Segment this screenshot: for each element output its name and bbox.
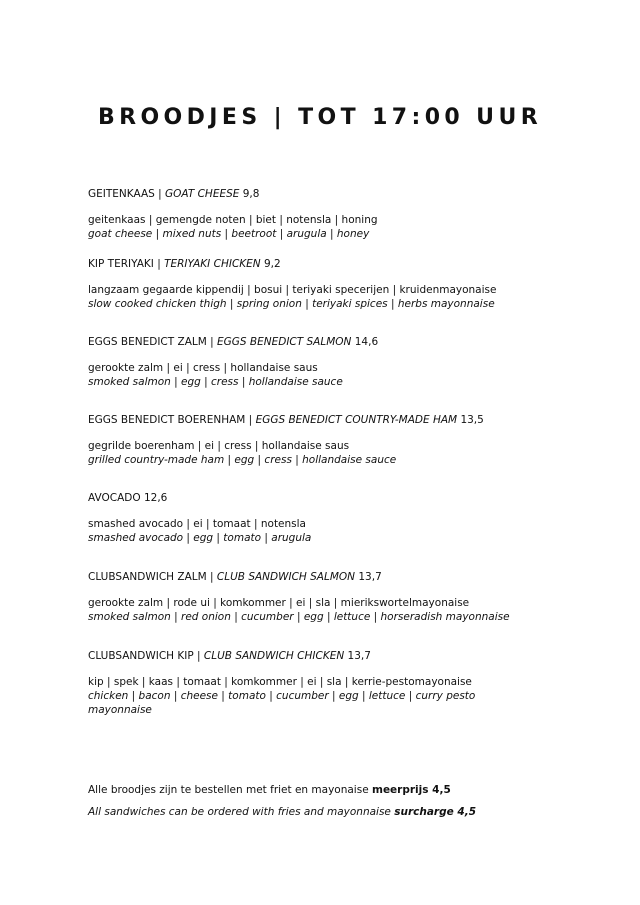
menu-item-description-en: smoked salmon | red onion | cucumber | egg | lettuce | horseradish mayonnaise xyxy=(88,611,510,623)
menu-item-geitenkaas xyxy=(88,187,548,241)
menu-item-price: 13,7 xyxy=(355,571,382,583)
menu-item-description xyxy=(88,439,548,467)
menu-item-heading xyxy=(88,335,548,349)
menu-item-heading xyxy=(88,187,548,201)
menu-item-separator: | xyxy=(193,650,204,662)
menu-item-separator: | xyxy=(245,414,256,426)
menu-item-clubsandwich-kip xyxy=(88,649,548,717)
menu-item-name-en: GOAT CHEESE xyxy=(165,188,240,200)
menu-item-separator: | xyxy=(206,336,218,348)
menu-item-heading xyxy=(88,257,548,271)
menu-item-name-en: TERIYAKI CHICKEN xyxy=(164,258,261,270)
menu-item-description-nl: geitenkaas | gemengde noten | biet | notensla | honing xyxy=(88,214,378,226)
menu-item-heading xyxy=(88,491,548,505)
menu-item-name-nl: GEITENKAAS xyxy=(88,188,155,200)
footer-note-en-text: All sandwiches can be ordered with fries and mayonnaise xyxy=(88,806,395,818)
menu-item-description-en: smashed avocado | egg | tomato | arugula xyxy=(88,532,312,544)
menu-item-name-nl: EGGS BENEDICT BOERENHAM xyxy=(88,414,246,426)
menu-item-price: 9,8 xyxy=(239,188,260,200)
menu-item-heading xyxy=(88,570,548,584)
footer-note-nl-surcharge: meerprijs 4,5 xyxy=(372,784,451,796)
menu-item-separator: | xyxy=(154,188,166,200)
menu-item-price: 13,7 xyxy=(344,650,371,662)
menu-item-heading xyxy=(88,413,548,427)
menu-item-description xyxy=(88,517,548,545)
footer-note-nl xyxy=(88,783,558,797)
menu-item-separator: | xyxy=(206,571,217,583)
menu-item-description-nl: gerookte zalm | ei | cress | hollandaise saus xyxy=(88,362,318,374)
menu-item-name-en: EGGS BENEDICT COUNTRY-MADE HAM xyxy=(255,414,458,426)
menu-item-name-nl: AVOCADO xyxy=(88,492,141,504)
menu-item-description-nl: gerookte zalm | rode ui | komkommer | ei | sla | mierikswortelmayonaise xyxy=(88,597,470,609)
menu-item-kip-teriyaki xyxy=(88,257,548,311)
menu-item-description-en: smoked salmon | egg | cress | hollandaise sauce xyxy=(88,376,343,388)
menu-item-price: 9,2 xyxy=(260,258,281,270)
menu-item-separator: | xyxy=(153,258,165,270)
menu-item-price: 13,5 xyxy=(457,414,484,426)
menu-item-description-en: grilled country-made ham | egg | cress | hollandaise sauce xyxy=(88,454,397,466)
page-title: BROODJES | TOT 17:00 UUR xyxy=(97,105,543,130)
menu-item-description xyxy=(88,596,548,624)
menu-item-price: 14,6 xyxy=(351,336,379,348)
footer-note-en-surcharge: surcharge 4,5 xyxy=(394,806,476,818)
menu-item-name-nl: KIP TERIYAKI xyxy=(88,258,154,270)
menu-item-description-nl: langzaam gegaarde kippendij | bosui | teriyaki specerijen | kruidenmayonaise xyxy=(88,284,497,296)
menu-item-clubsandwich-zalm xyxy=(88,570,548,624)
menu-item-description-nl: smashed avocado | ei | tomaat | notensla xyxy=(88,518,306,530)
menu-item-avocado xyxy=(88,491,548,545)
menu-item-name-nl: CLUBSANDWICH ZALM xyxy=(88,571,207,583)
menu-item-eggs-benedict-boerenham xyxy=(88,413,548,467)
menu-item-description xyxy=(88,213,548,241)
menu-item-eggs-benedict-zalm xyxy=(88,335,548,389)
menu-item-name-nl: CLUBSANDWICH KIP xyxy=(88,650,194,662)
menu-item-description xyxy=(88,361,548,389)
footer-note-en xyxy=(88,805,558,819)
menu-item-price: 12,6 xyxy=(140,492,168,504)
menu-item-name-en: CLUB SANDWICH CHICKEN xyxy=(203,650,345,662)
menu-item-description-en: slow cooked chicken thigh | spring onion | teriyaki spices | herbs mayonnaise xyxy=(88,298,495,310)
menu-item-heading xyxy=(88,649,548,663)
menu-item-description xyxy=(88,283,548,311)
menu-item-name-nl: EGGS BENEDICT ZALM xyxy=(88,336,207,348)
menu-item-name-en: CLUB SANDWICH SALMON xyxy=(216,571,356,583)
menu-item-description-en: goat cheese | mixed nuts | beetroot | arugula | honey xyxy=(88,228,370,240)
menu-item-name-en: EGGS BENEDICT SALMON xyxy=(217,336,352,348)
menu-item-description xyxy=(88,675,548,717)
menu-item-description-en: chicken | bacon | cheese | tomato | cucumber | egg | lettuce | curry pesto mayonnaise xyxy=(88,690,476,716)
footer-note-nl-text: Alle broodjes zijn te bestellen met friet en mayonaise xyxy=(88,784,372,796)
menu-item-description-nl: gegrilde boerenham | ei | cress | hollandaise saus xyxy=(88,440,350,452)
menu-item-description-nl: kip | spek | kaas | tomaat | komkommer | ei | sla | kerrie-pestomayonaise xyxy=(88,676,472,688)
